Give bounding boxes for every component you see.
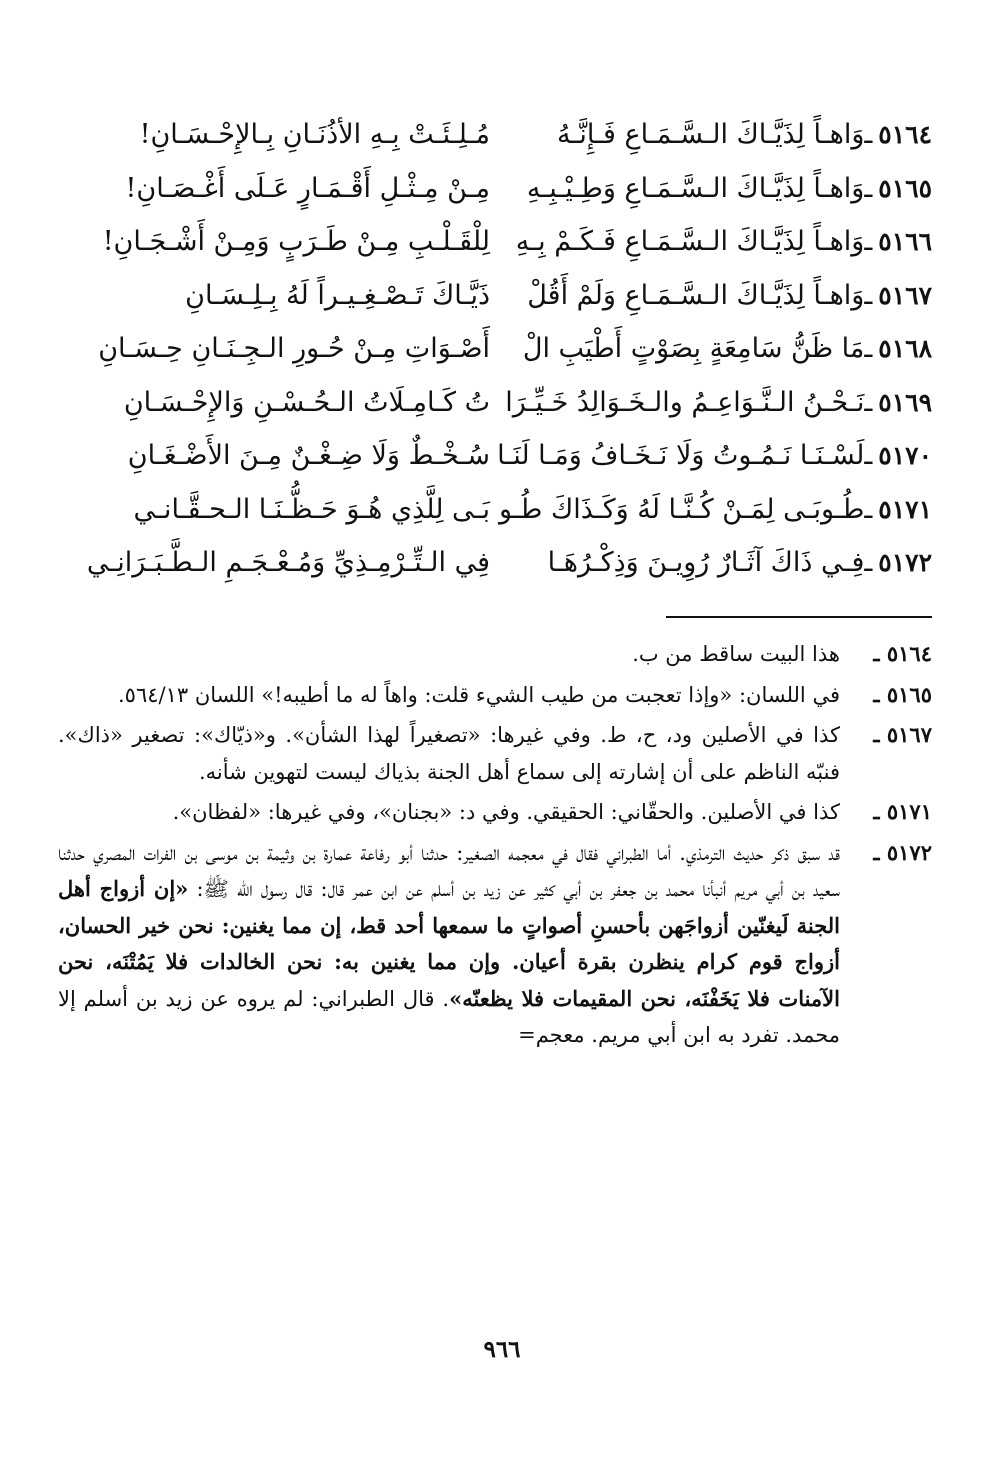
footnote [58,794,932,831]
verse-number: ٥١٦٥ [878,173,932,203]
verse-number: ٥١٦٩ [878,387,932,417]
verse-row [60,536,932,590]
verse-first-hemistich: ٥١٧١ ـ طُـوبَـى لِمَـنْ كُـنَّـا لَهُ وَكَـذَاكَ طُـو [499,493,932,525]
footnote [58,677,932,714]
footnote-divider [666,616,932,618]
verse-row [60,215,932,269]
verse-number: ٥١٧١ [878,494,932,524]
verse-second-hemistich: فِي الـتِّـرْمِـذِيِّ وَمُـعْـجَـمِ الـطَّـبَـرَانِـي [86,547,490,579]
verse-row [60,376,932,430]
footnote-text: هذا البيت ساقط من ب. [632,642,840,666]
footnote-text: كذا في الأصلين. والحقّاني: الحقيقي. وفي د: «بجنان»، وفي غيرها: «لفظان». [172,800,840,824]
verse-first-hemistich: ٥١٦٦ ـ وَاهـاً لِذَيَّـاكَ الـسَّـمَـاعِ فَـكَـمْ بِـهِ [515,226,932,258]
footnotes [58,636,932,1058]
footnote-number: ٥١٦٤ ـ [873,641,932,666]
verse-second-hemistich: مُـلِـئَـتْ بِـهِ الأذُنَـانِ بِـالإِحْـسَـانِ! [139,119,490,151]
verse-number: ٥١٦٦ [878,227,932,257]
verse-second-hemistich: ذَيَّـاكَ تَـصْـغِـيـراً لَهُ بِـلِـسَـانِ [185,279,490,311]
footnote-number: ٥١٧٢ ـ [873,839,932,865]
verse-row [60,162,932,216]
footnote-number: ٥١٦٥ ـ [873,681,932,707]
verse-first-hemistich: ٥١٧٠ ـ لَسْـنَـا نَـمُـوتُ وَلَا نَـخَـافُ وَمَـا لَنَـا [497,440,932,472]
footnote [58,636,932,673]
verse-first-hemistich: ٥١٦٧ ـ وَاهـاً لِذَيَّـاكَ الـسَّـمَـاعِ وَلَمْ أَقُلْ [527,279,932,311]
verse-second-hemistich: مِـنْ مِـثْـلِ أَقْـمَـارٍ عَـلَى أَغْـصَـانِ! [125,172,490,204]
footnote-text: قد سبق ذكر حديث الترمذي. أما الطبراني فقال في معجمه الصغير: حدثنا أبو رفاعة عمارة بن وثيمة بن موسى بن الفرات المصري حدثنا سعيد بن أبي مريم أنبأنا محمد بن جعفر بن أبي كثير عن زيد بن أسلم عن ابن عمر قال: قال رسول الله ﷺ: «إن أزواج أهل الجنة لَيغنّين أزواجَهن بأحسنِ أصواتٍ ما سمعها أحد قط، إن مما يغنين: نحن خير الحسان، أزواج قوم كرام ينظرن بقرة أعيان. وإن مما يغنين به: نحن الخالدات فلا يَمُتْنَه، نحن الآمنات فلا يَخَفْنَه، نحن المقيمات فلا يظعنّه». قال الطبراني: لم يروه عن زيد بن أسلم إلا محمد. تفرد به ابن أبي مريم. معجم= [58,840,840,1047]
verse-row [60,108,932,162]
verse-first-hemistich: ٥١٦٨ ـ مَا ظَنُّ سَامِعَةٍ بِصَوْتٍ أَطْيَبِ الْ [522,333,932,365]
verse-first-hemistich: ٥١٧٢ ـ فِـي ذَاكَ آثَـارٌ رُوِيـنَ وَذِكْـرُهَـا [547,547,932,579]
verse-number: ٥١٧٢ [878,548,932,578]
verse-number: ٥١٦٨ [878,334,932,364]
verse-first-hemistich: ٥١٦٥ ـ وَاهـاً لِذَيَّـاكَ الـسَّـمَـاعِ وَطِـيْـبِـهِ [526,172,932,204]
verse-row [60,269,932,323]
poem-verses [60,108,932,590]
verse-number: ٥١٦٤ [878,120,932,150]
verse-first-hemistich: ٥١٦٤ ـ وَاهـاً لِذَيَّـاكَ الـسَّـمَـاعِ فَـإِنَّـهُ [556,119,932,151]
verse-row [60,483,932,537]
verse-second-hemistich: تُ كَـامِـلَاتُ الـحُـسْـنِ وَالإِحْـسَـانِ [123,386,490,418]
page-number: ٩٦٦ [483,1336,521,1363]
footnote-text: في اللسان: «وإذا تعجبت من طيب الشيء قلت: واهاً له ما أطيبه!» اللسان ٥٦٤/١٣. [117,682,840,707]
verse-row [60,429,932,483]
footnote [58,835,932,1054]
footnote-text: كذا في الأصلين ود، ح، ط. وفي غيرها: «تصغيراً لهذا الشأن». و«ذيّاك»: تصغير «ذاك». فنبّه الناظم على أن إشارته إلى سماع أهل الجنة بذياك ليست لتهوين شأنه. [58,723,840,784]
footnote-number: ٥١٧١ ـ [873,799,932,824]
verse-second-hemistich: سُـخْـطٌ وَلَا ضِـغْـنٌ مِـنَ الأَضْـغَـانِ [127,440,490,472]
footnote-number: ٥١٦٧ ـ [873,722,932,747]
verse-number: ٥١٧٠ [878,441,932,471]
verse-second-hemistich: لِلْقَـلْـبِ مِـنْ طَـرَبٍ وَمِـنْ أَشْـجَـانِ! [102,226,490,258]
hadith-quote: «إن أزواج أهل الجنة لَيغنّين أزواجَهن بأحسنِ أصواتٍ ما سمعها أحد قط، إن مما يغنين: نحن خير الحسان، أزواج قوم كرام ينظرن بقرة أعيان. وإن مما يغنين به: نحن الخالدات فلا يَمُتْنَه، نحن الآمنات فلا يَخَفْنَه، نحن المقيمات فلا يظعنّه» [58,876,840,1011]
verse-second-hemistich: بَـى لِلَّذِي هُـوَ حَـظُّـنَـا الـحـقَّـانـي [133,493,490,525]
verse-number: ٥١٦٧ [878,280,932,310]
verse-second-hemistich: أَصْـوَاتِ مِـنْ حُـورِ الـجِـنَـانِ حِـسَـانِ [98,333,490,365]
verse-first-hemistich: ٥١٦٩ ـ نَـحْـنُ الـنَّـوَاعِـمُ والـخَـوَالِدُ خَـيِّـرَا [505,386,932,418]
footnote [58,717,932,790]
verse-row [60,322,932,376]
